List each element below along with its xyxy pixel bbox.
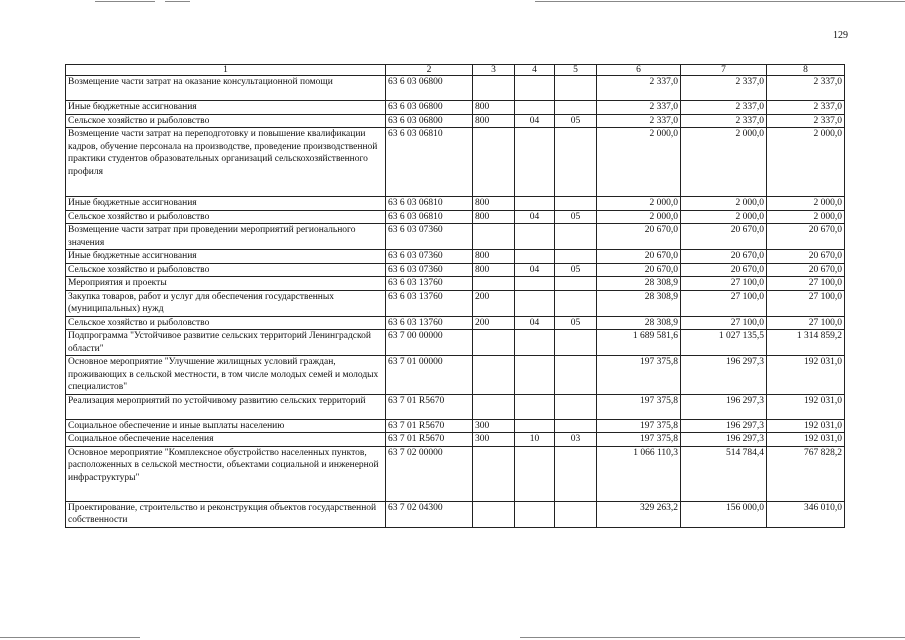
row-code: 63 7 00 00000: [386, 330, 473, 356]
row-name: Реализация мероприятий по устойчивому развитию сельских территорий: [66, 394, 386, 419]
row-section: [515, 356, 555, 395]
row-value-col7: 27 100,0: [681, 290, 767, 316]
row-expense-type: 800: [473, 263, 515, 277]
row-section: [515, 76, 555, 101]
row-value-col6: 2 000,0: [597, 197, 681, 211]
row-expense-type: [473, 330, 515, 356]
row-expense-type: 200: [473, 316, 515, 330]
row-value-col7: 2 337,0: [681, 101, 767, 115]
row-expense-type: 300: [473, 433, 515, 447]
row-subsection: [555, 128, 597, 197]
row-value-col8: 2 337,0: [767, 101, 845, 115]
row-value-col7: 2 000,0: [681, 128, 767, 197]
row-value-col8: 27 100,0: [767, 316, 845, 330]
row-section: [515, 330, 555, 356]
row-code: 63 6 03 06810: [386, 210, 473, 224]
table-row: [66, 263, 845, 277]
row-value-col7: 196 297,3: [681, 394, 767, 419]
col-header-5: 5: [555, 65, 597, 76]
page-number: 129: [833, 30, 848, 41]
row-expense-type: 800: [473, 197, 515, 211]
row-section: 10: [515, 433, 555, 447]
row-subsection: 05: [555, 114, 597, 128]
row-value-col8: 767 828,2: [767, 446, 845, 501]
row-value-col7: 20 670,0: [681, 224, 767, 250]
table-row: [66, 356, 845, 395]
row-value-col6: 2 337,0: [597, 101, 681, 115]
col-header-1: 1: [66, 65, 386, 76]
row-name: Мероприятия и проекты: [66, 277, 386, 291]
row-section: 04: [515, 316, 555, 330]
row-name: Сельское хозяйство и рыболовство: [66, 316, 386, 330]
table-row: [66, 446, 845, 501]
row-value-col8: 2 000,0: [767, 210, 845, 224]
table-row: [66, 101, 845, 115]
row-expense-type: 800: [473, 210, 515, 224]
row-code: 63 7 02 04300: [386, 501, 473, 527]
row-expense-type: 800: [473, 114, 515, 128]
row-value-col6: 20 670,0: [597, 224, 681, 250]
row-value-col6: 2 000,0: [597, 210, 681, 224]
row-value-col8: 2 000,0: [767, 128, 845, 197]
row-code: 63 7 01 00000: [386, 356, 473, 395]
row-value-col6: 28 308,9: [597, 290, 681, 316]
row-subsection: [555, 330, 597, 356]
row-name: Закупка товаров, работ и услуг для обеспечения государственных (муниципальных) нужд: [66, 290, 386, 316]
scan-edge-top-right: [535, 1, 905, 2]
row-value-col6: 197 375,8: [597, 394, 681, 419]
row-subsection: 05: [555, 210, 597, 224]
col-header-6: 6: [597, 65, 681, 76]
row-section: [515, 101, 555, 115]
row-expense-type: [473, 446, 515, 501]
row-name: Основное мероприятие "Улучшение жилищных условий граждан, проживающих в сельской местности, в том числе молодых семей и молодых специалистов": [66, 356, 386, 395]
row-name: Сельское хозяйство и рыболовство: [66, 114, 386, 128]
table-row: [66, 197, 845, 211]
row-value-col8: 2 000,0: [767, 197, 845, 211]
row-expense-type: 800: [473, 250, 515, 264]
row-name: Возмещение части затрат на переподготовку и повышение квалификации кадров, обучение персонала на производстве, проведение производственной практики студентов образовательных организаций сельскохозяйственного профиля: [66, 128, 386, 197]
table-row: [66, 114, 845, 128]
row-subsection: [555, 277, 597, 291]
row-name: Социальное обеспечение и иные выплаты населению: [66, 419, 386, 433]
table-row: [66, 394, 845, 419]
row-section: [515, 277, 555, 291]
row-name: Иные бюджетные ассигнования: [66, 250, 386, 264]
table-row: [66, 128, 845, 197]
col-header-7: 7: [681, 65, 767, 76]
row-value-col8: 1 314 859,2: [767, 330, 845, 356]
row-subsection: [555, 76, 597, 101]
table-row: [66, 316, 845, 330]
row-code: 63 6 03 13760: [386, 290, 473, 316]
row-value-col6: 329 263,2: [597, 501, 681, 527]
row-value-col8: 27 100,0: [767, 277, 845, 291]
row-value-col6: 1 689 581,6: [597, 330, 681, 356]
row-value-col8: 346 010,0: [767, 501, 845, 527]
row-value-col6: 20 670,0: [597, 263, 681, 277]
row-subsection: [555, 224, 597, 250]
row-section: [515, 394, 555, 419]
row-section: [515, 446, 555, 501]
table-row: [66, 419, 845, 433]
row-code: 63 6 03 06810: [386, 128, 473, 197]
row-subsection: 03: [555, 433, 597, 447]
row-name: Основное мероприятие "Комплексное обустройство населенных пунктов, расположенных в сельской местности, объектами социальной и инженерной инфраструктуры": [66, 446, 386, 501]
row-value-col7: 20 670,0: [681, 250, 767, 264]
row-name: Социальное обеспечение населения: [66, 433, 386, 447]
row-value-col7: 196 297,3: [681, 356, 767, 395]
row-value-col7: 20 670,0: [681, 263, 767, 277]
row-code: 63 6 03 13760: [386, 316, 473, 330]
row-value-col7: 27 100,0: [681, 277, 767, 291]
row-section: [515, 419, 555, 433]
row-section: 04: [515, 210, 555, 224]
row-value-col6: 197 375,8: [597, 433, 681, 447]
row-value-col6: 1 066 110,3: [597, 446, 681, 501]
row-expense-type: [473, 394, 515, 419]
row-code: 63 6 03 13760: [386, 277, 473, 291]
row-expense-type: [473, 277, 515, 291]
row-value-col7: 196 297,3: [681, 433, 767, 447]
row-subsection: [555, 250, 597, 264]
budget-table: [65, 64, 845, 528]
row-code: 63 6 03 06800: [386, 101, 473, 115]
row-value-col6: 2 337,0: [597, 114, 681, 128]
row-name: Подпрограмма "Устойчивое развитие сельских территорий Ленинградской области": [66, 330, 386, 356]
row-section: [515, 501, 555, 527]
table-row: [66, 330, 845, 356]
row-code: 63 6 03 06800: [386, 114, 473, 128]
row-value-col6: 28 308,9: [597, 277, 681, 291]
row-code: 63 6 03 07360: [386, 250, 473, 264]
header-row: [66, 65, 845, 76]
row-value-col6: 2 337,0: [597, 76, 681, 101]
row-section: [515, 250, 555, 264]
row-name: Иные бюджетные ассигнования: [66, 197, 386, 211]
row-subsection: [555, 197, 597, 211]
row-code: 63 7 01 R5670: [386, 394, 473, 419]
row-code: 63 6 03 07360: [386, 224, 473, 250]
row-value-col7: 2 337,0: [681, 114, 767, 128]
row-subsection: [555, 101, 597, 115]
row-name: Проектирование, строительство и реконструкция объектов государственной собственности: [66, 501, 386, 527]
table-row: [66, 210, 845, 224]
row-value-col6: 197 375,8: [597, 356, 681, 395]
row-name: Возмещение части затрат на оказание консультационной помощи: [66, 76, 386, 101]
row-value-col7: 514 784,4: [681, 446, 767, 501]
row-value-col6: 20 670,0: [597, 250, 681, 264]
row-value-col7: 2 000,0: [681, 210, 767, 224]
row-value-col7: 2 000,0: [681, 197, 767, 211]
row-section: [515, 128, 555, 197]
scan-edge-top-left: [95, 1, 155, 2]
row-value-col8: 20 670,0: [767, 250, 845, 264]
row-expense-type: [473, 501, 515, 527]
row-section: 04: [515, 263, 555, 277]
table-row: [66, 76, 845, 101]
row-value-col8: 2 337,0: [767, 114, 845, 128]
row-value-col8: 192 031,0: [767, 394, 845, 419]
row-code: 63 7 01 R5670: [386, 433, 473, 447]
row-subsection: [555, 290, 597, 316]
row-code: 63 6 03 07360: [386, 263, 473, 277]
row-expense-type: [473, 224, 515, 250]
col-header-2: 2: [386, 65, 473, 76]
col-header-8: 8: [767, 65, 845, 76]
row-expense-type: 800: [473, 101, 515, 115]
row-subsection: 05: [555, 263, 597, 277]
row-subsection: [555, 501, 597, 527]
col-header-4: 4: [515, 65, 555, 76]
row-expense-type: [473, 128, 515, 197]
row-name: Возмещение части затрат при проведении мероприятий регионального значения: [66, 224, 386, 250]
row-value-col8: 20 670,0: [767, 263, 845, 277]
row-value-col6: 2 000,0: [597, 128, 681, 197]
scan-edge-bottom-right: [520, 637, 905, 638]
row-expense-type: 200: [473, 290, 515, 316]
row-code: 63 6 03 06800: [386, 76, 473, 101]
table-row: [66, 433, 845, 447]
row-value-col7: 27 100,0: [681, 316, 767, 330]
row-value-col7: 2 337,0: [681, 76, 767, 101]
row-section: [515, 197, 555, 211]
scan-edge-bottom-left: [0, 637, 140, 638]
row-expense-type: [473, 356, 515, 395]
row-subsection: [555, 446, 597, 501]
row-value-col8: 192 031,0: [767, 433, 845, 447]
row-section: [515, 224, 555, 250]
row-code: 63 6 03 06810: [386, 197, 473, 211]
table-row: [66, 250, 845, 264]
row-expense-type: [473, 76, 515, 101]
row-value-col6: 197 375,8: [597, 419, 681, 433]
row-section: 04: [515, 114, 555, 128]
row-value-col6: 28 308,9: [597, 316, 681, 330]
row-value-col8: 27 100,0: [767, 290, 845, 316]
row-value-col7: 196 297,3: [681, 419, 767, 433]
scan-edge-top-mid: [165, 1, 190, 2]
table-row: [66, 290, 845, 316]
row-subsection: [555, 394, 597, 419]
table-row: [66, 501, 845, 527]
row-code: 63 7 02 00000: [386, 446, 473, 501]
row-value-col8: 192 031,0: [767, 356, 845, 395]
row-name: Иные бюджетные ассигнования: [66, 101, 386, 115]
row-value-col7: 156 000,0: [681, 501, 767, 527]
row-value-col7: 1 027 135,5: [681, 330, 767, 356]
row-name: Сельское хозяйство и рыболовство: [66, 210, 386, 224]
row-expense-type: 300: [473, 419, 515, 433]
row-subsection: 05: [555, 316, 597, 330]
row-value-col8: 192 031,0: [767, 419, 845, 433]
table-row: [66, 277, 845, 291]
row-section: [515, 290, 555, 316]
row-value-col8: 2 337,0: [767, 76, 845, 101]
row-value-col8: 20 670,0: [767, 224, 845, 250]
row-code: 63 7 01 R5670: [386, 419, 473, 433]
table-row: [66, 224, 845, 250]
row-subsection: [555, 419, 597, 433]
row-name: Сельское хозяйство и рыболовство: [66, 263, 386, 277]
row-subsection: [555, 356, 597, 395]
col-header-3: 3: [473, 65, 515, 76]
